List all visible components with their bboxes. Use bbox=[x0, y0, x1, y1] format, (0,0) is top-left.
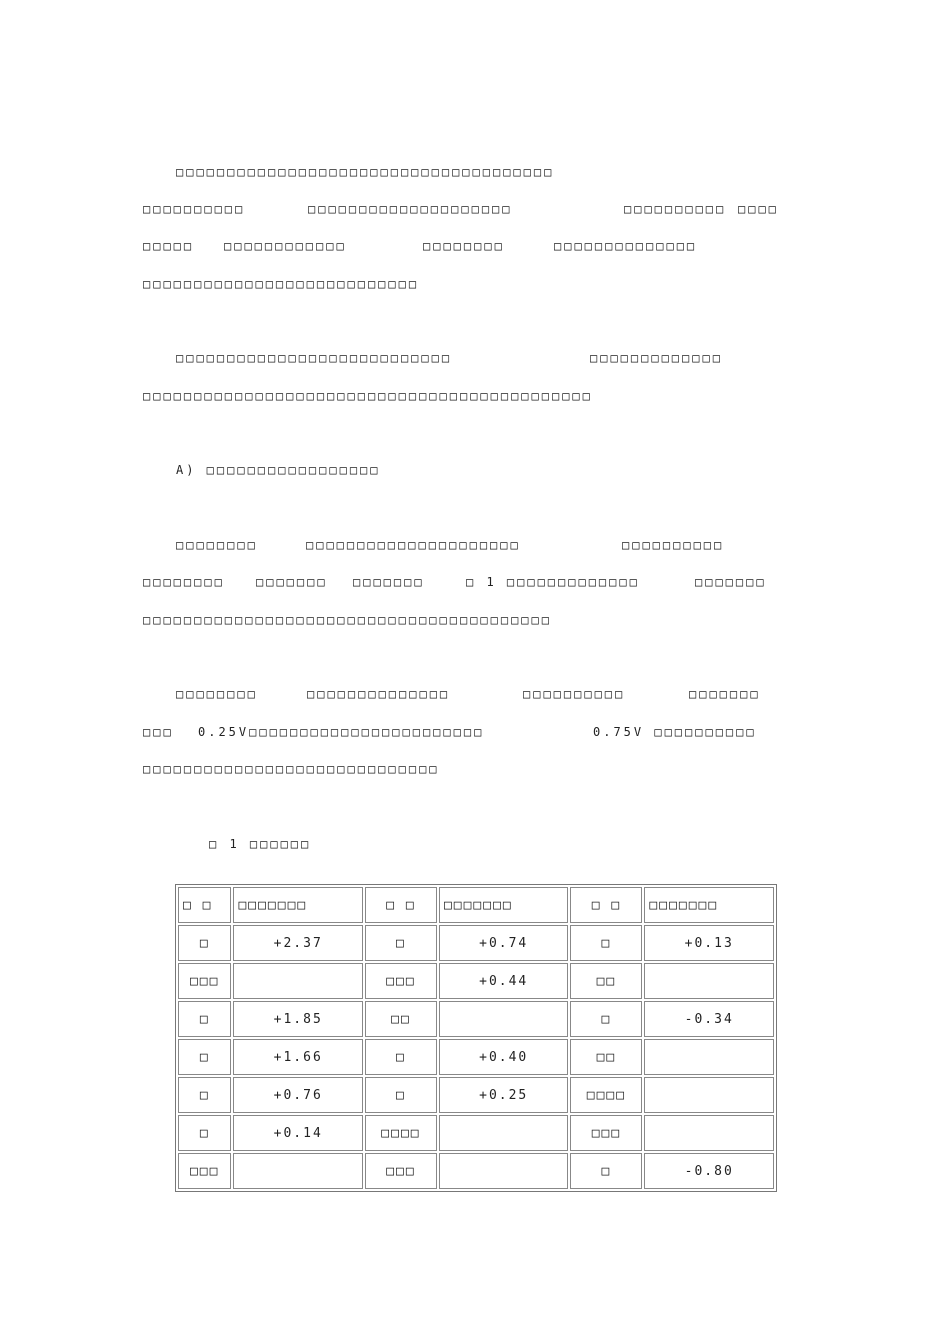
text-fragment: □□□□□□□□□□□□□□□□□□□□ bbox=[308, 202, 513, 216]
table-cell: -0.34 bbox=[644, 1001, 774, 1037]
text-fragment: A) □□□□□□□□□□□□□□□□□ bbox=[176, 463, 381, 477]
table-cell: □ bbox=[178, 1115, 231, 1151]
table-cell bbox=[644, 963, 774, 999]
table-cell: □ bbox=[178, 925, 231, 961]
table-cell: □□□□ bbox=[365, 1115, 437, 1151]
table-cell: □□ bbox=[365, 1001, 437, 1037]
text-fragment: □□□□□□□□ bbox=[176, 538, 258, 552]
paragraph-4-line-3 bbox=[143, 613, 552, 641]
table-header-row bbox=[178, 887, 774, 923]
table-cell: +2.37 bbox=[233, 925, 363, 961]
table-cell: +0.76 bbox=[233, 1077, 363, 1113]
table-cell: □□□□ bbox=[570, 1077, 642, 1113]
table-cell: □□□ bbox=[178, 1153, 231, 1189]
paragraph-2-line-2 bbox=[143, 389, 593, 417]
table-cell: □□□ bbox=[365, 963, 437, 999]
table-cell bbox=[439, 1001, 569, 1037]
text-fragment: □□□□□□□□□□□□□□□□□□□□□□□□□□□□□□□□□□□□□ bbox=[176, 165, 555, 179]
header-cell: □□□□□□□ bbox=[233, 887, 363, 923]
table-cell bbox=[644, 1039, 774, 1075]
table-cell: +0.13 bbox=[644, 925, 774, 961]
header-cell: □□□□□□□ bbox=[644, 887, 774, 923]
table-cell: -0.80 bbox=[644, 1153, 774, 1189]
paragraph-1-line-4 bbox=[143, 277, 420, 305]
table-cell: □□□ bbox=[365, 1153, 437, 1189]
text-fragment: □□□□□□□□□□□□□□□□□□□□□□□□□□□ bbox=[176, 351, 453, 365]
table-cell: □□□ bbox=[178, 963, 231, 999]
table-row bbox=[178, 1153, 774, 1189]
text-fragment: □□□□□□□ bbox=[353, 575, 425, 589]
text-fragment: 0.25V□□□□□□□□□□□□□□□□□□□□□□□ bbox=[198, 725, 485, 739]
text-fragment: □□□□ bbox=[738, 202, 779, 216]
text-fragment: □□□□□□□□□□□□□□ bbox=[554, 239, 698, 253]
text-fragment: □□□□□□□□□□ bbox=[143, 202, 246, 216]
text-fragment: □□□□□□□□□□□□ bbox=[224, 239, 347, 253]
text-fragment: 0.75V □□□□□□□□□□ bbox=[593, 725, 757, 739]
table-cell: +0.40 bbox=[439, 1039, 569, 1075]
text-fragment: □□□□□□□ bbox=[695, 575, 767, 589]
text-fragment: □□□□□□□□ bbox=[176, 687, 258, 701]
text-fragment: □□□□□□□□□□ bbox=[624, 202, 727, 216]
table-cell: □ bbox=[178, 1039, 231, 1075]
table-cell: □ bbox=[178, 1077, 231, 1113]
table-cell: +0.25 bbox=[439, 1077, 569, 1113]
text-fragment: □□□□□□□□□□□□□□□□□□□□□□□□□□□□□ bbox=[143, 762, 440, 776]
text-fragment: □□□□□□□□□□□□□□□□□□□□□ bbox=[306, 538, 521, 552]
text-fragment: □□□□□□□□□□□□□□ bbox=[307, 687, 451, 701]
table-cell bbox=[439, 1115, 569, 1151]
header-cell: □ □ bbox=[365, 887, 437, 923]
header-cell: □ □ bbox=[178, 887, 231, 923]
table-row bbox=[178, 925, 774, 961]
table-cell: +1.66 bbox=[233, 1039, 363, 1075]
table-cell: □□ bbox=[570, 1039, 642, 1075]
table-row bbox=[178, 1077, 774, 1113]
table-cell: □□□ bbox=[570, 1115, 642, 1151]
header-cell: □□□□□□□ bbox=[439, 887, 569, 923]
text-fragment: □□□□□□□□□□□□□□□□□□□□□□□□□□□□□□□□□□□□□□□□ bbox=[143, 613, 552, 627]
table-cell: □ bbox=[570, 925, 642, 961]
table-caption bbox=[209, 837, 312, 865]
header-cell: □ □ bbox=[570, 887, 642, 923]
table-cell bbox=[439, 1153, 569, 1189]
potential-table bbox=[175, 884, 777, 1192]
table-cell bbox=[644, 1077, 774, 1113]
text-fragment: □□□□□□□ bbox=[256, 575, 328, 589]
text-fragment: □□□□□□□ bbox=[689, 687, 761, 701]
table-cell: +0.44 bbox=[439, 963, 569, 999]
paragraph-2-line-1 bbox=[176, 351, 776, 393]
paragraph-1-line-1 bbox=[176, 165, 555, 193]
text-fragment: □□□□□□□□□□ bbox=[622, 538, 725, 552]
section-heading-a bbox=[176, 463, 381, 491]
table-cell: □ bbox=[570, 1001, 642, 1037]
table-cell: □ bbox=[365, 1039, 437, 1075]
table-row bbox=[178, 1039, 774, 1075]
table-cell bbox=[233, 963, 363, 999]
table-cell: +0.74 bbox=[439, 925, 569, 961]
table-cell: +0.14 bbox=[233, 1115, 363, 1151]
table-cell: □ bbox=[365, 1077, 437, 1113]
text-fragment: □□□□□□□□□□□□□□□□□□□□□□□□□□□ bbox=[143, 277, 420, 291]
text-fragment: □□□□□□□□□□ bbox=[523, 687, 626, 701]
text-fragment: □□□□□□□□ bbox=[423, 239, 505, 253]
table-row bbox=[178, 1115, 774, 1151]
text-fragment: □□□□□□□□□□□□□□□□□□□□□□□□□□□□□□□□□□□□□□□□□□□□ bbox=[143, 389, 593, 403]
paragraph-5-line-3 bbox=[143, 762, 440, 790]
table-cell: +1.85 bbox=[233, 1001, 363, 1037]
paragraph-1-line-3 bbox=[143, 239, 783, 309]
table-cell: □ bbox=[570, 1153, 642, 1189]
table-row bbox=[178, 1001, 774, 1037]
text-fragment: □ 1 □□□□□□□□□□□□□ bbox=[466, 575, 640, 589]
text-fragment: □ 1 □□□□□□ bbox=[209, 837, 312, 851]
table-cell bbox=[644, 1115, 774, 1151]
table-cell: □ bbox=[365, 925, 437, 961]
text-fragment: □□□ bbox=[143, 725, 174, 739]
table-cell: □□ bbox=[570, 963, 642, 999]
table-row bbox=[178, 963, 774, 999]
table-cell bbox=[233, 1153, 363, 1189]
table-cell: □ bbox=[178, 1001, 231, 1037]
text-fragment: □□□□□ bbox=[143, 239, 195, 253]
text-fragment: □□□□□□□□ bbox=[143, 575, 225, 589]
text-fragment: □□□□□□□□□□□□□ bbox=[590, 351, 723, 365]
